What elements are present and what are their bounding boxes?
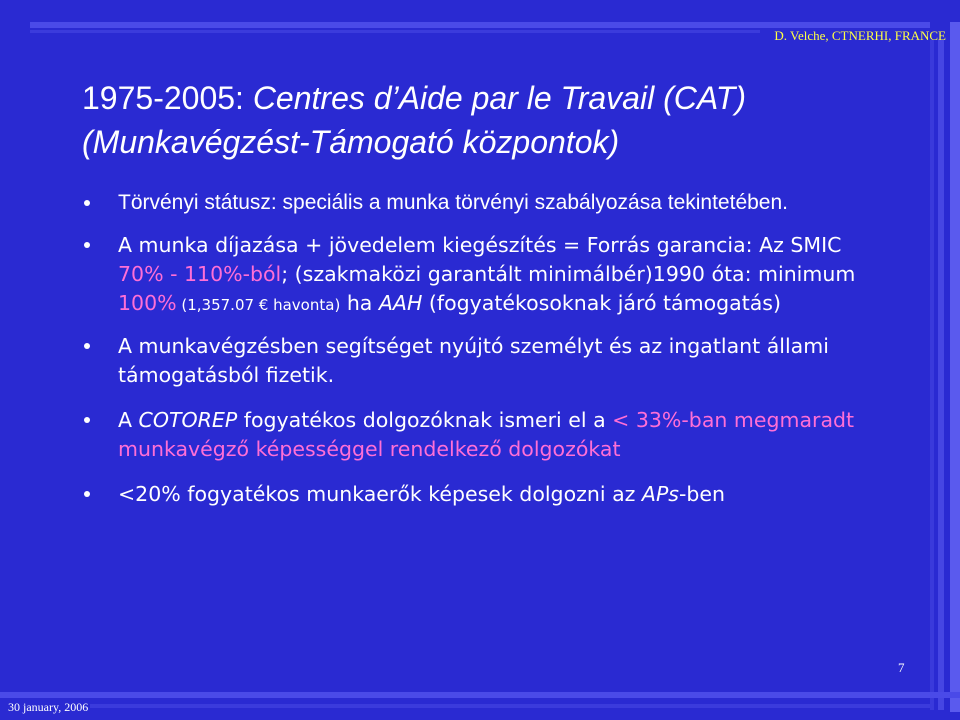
bullet-text: Törvényi státusz: speciális a munka törvényi szabályozása tekintetében. [118,191,789,214]
header-credit: D. Velche, CTNERHI, FRANCE [774,28,946,43]
bullet-italic-term: AAH [378,291,423,315]
bullet-legal-status [84,188,874,217]
right-frame-strip-inner-2 [930,40,934,710]
bullet-text-part: ha [340,291,379,315]
bullet-state-funding [84,332,874,390]
bullet-text-part: ; (szakmaközi garantált minimálbér)1990 óta: minimum [281,262,856,286]
bullet-wage [84,231,874,320]
bullet-highlight: < 33%-ban megmaradt munkavégző képességgel rendelkező dolgozókat [118,408,855,461]
top-frame-strip-inner [30,30,760,33]
bullet-dot-icon [84,417,90,423]
title-french-name: Centres d’Aide par le Travail (CAT) [252,80,746,116]
page-number: 7 [898,660,905,675]
footer-date: 30 january, 2006 [8,700,89,714]
bullet-dot-icon [84,491,90,497]
title-line-1 [82,76,902,120]
right-frame-strip [950,22,960,712]
bottom-frame-strip [0,692,960,698]
bullet-highlight: 100% [118,291,177,315]
slide-title [82,76,902,164]
bullet-text-part: <20% fogyatékos munkaerők képesek dolgozni az [118,482,642,506]
bullet-text: A munkavégzésben segítséget nyújtó személyt és az ingatlant állami támogatásból fizetik. [118,334,829,387]
title-hungarian-name: (Munkavégzést-Támogató központok) [82,124,620,160]
bullet-highlight: 70% - 110%-ból [118,262,282,286]
bottom-frame-strip-inner [90,704,930,708]
bullet-italic-term: COTOREP [138,408,238,432]
bullet-text-part: A munka díjazása + jövedelem kiegészítés = Forrás garancia: Az SMIC [118,233,842,257]
right-frame-strip-inner [938,40,944,710]
bullet-italic-term: APs [641,482,679,506]
title-year-range: 1975-2005: [82,80,253,116]
bullet-text-part: A [118,408,139,432]
bullet-text-part: -ben [679,482,726,506]
bullet-monthly-amount: (1,357.07 € havonta) [176,296,341,314]
bullet-text-part: fogyatékos dolgozóknak ismeri el a [237,408,613,432]
bullet-list [84,188,874,509]
bullet-aps [84,480,874,509]
bullet-dot-icon [84,200,90,206]
bullet-dot-icon [84,343,90,349]
bullet-text-part: (fogyatékosoknak járó támogatás) [422,291,781,315]
bullet-dot-icon [84,242,90,248]
bullet-cotorep [84,406,874,464]
